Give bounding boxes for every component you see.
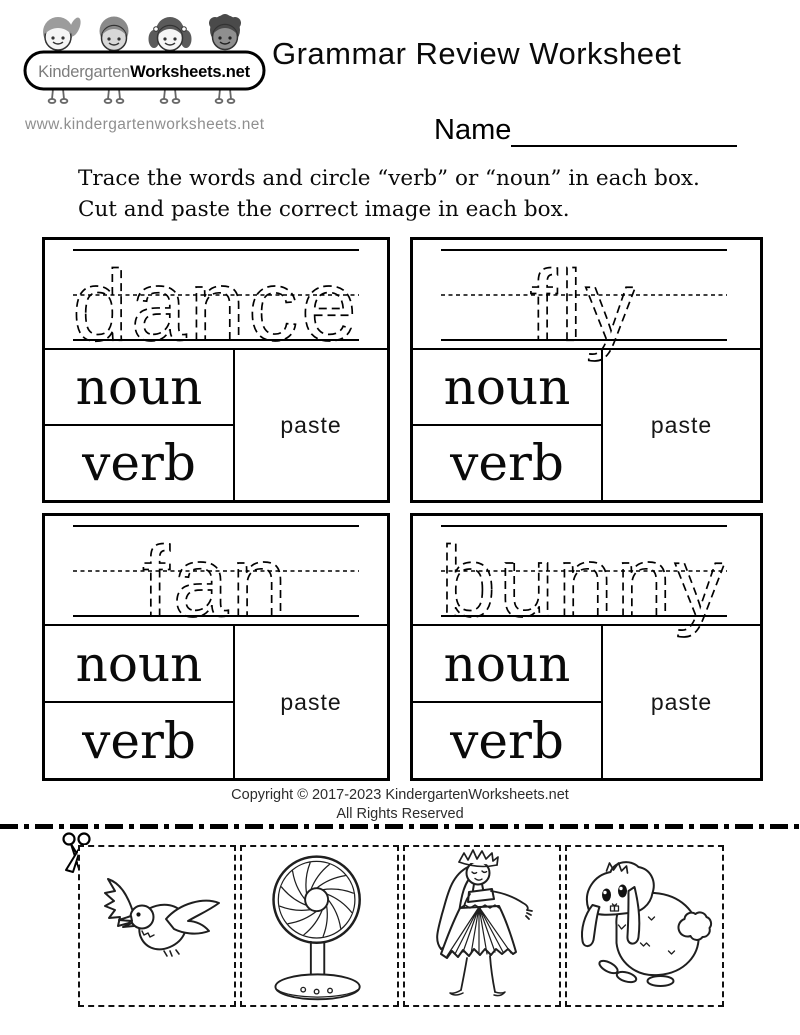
noun-option[interactable]: noun [413, 350, 601, 426]
bunny-image [567, 855, 722, 997]
kid-boy-curly-icon [209, 14, 241, 50]
trace-area[interactable] [45, 240, 387, 362]
cutout-bunny[interactable] [565, 845, 724, 1007]
bird-image [82, 859, 232, 994]
cut-line [0, 824, 800, 829]
cutout-fan[interactable] [240, 845, 398, 1007]
paste-area[interactable] [603, 626, 760, 778]
paste-area[interactable] [235, 350, 387, 500]
kid-girl-pigtails-icon [149, 17, 192, 51]
paste-area[interactable] [235, 626, 387, 778]
footer [0, 787, 800, 822]
cutout-hula-dancer[interactable] [403, 845, 561, 1007]
trace-area[interactable] [45, 516, 387, 638]
trace-word: dance [72, 250, 360, 362]
cutout-bird[interactable] [78, 845, 236, 1007]
trace-area[interactable] [413, 516, 760, 638]
rights-text: All Rights Reserved [336, 806, 464, 822]
name-label: Name [434, 114, 512, 146]
noun-option[interactable]: noun [45, 350, 233, 426]
word-card-fan [42, 513, 390, 781]
website-url: www.kindergartenworksheets.net [25, 116, 265, 133]
cutout-row [78, 845, 724, 1007]
hula-dancer-image [411, 848, 553, 1004]
word-card-dance [42, 237, 390, 503]
name-line[interactable] [511, 119, 737, 147]
logo-banner-text [38, 63, 251, 81]
copyright-text: Copyright © 2017-2023 KindergartenWorksheets.net [231, 787, 569, 803]
trace-word: fan [141, 526, 291, 638]
kid-boy-icon [100, 17, 129, 51]
word-cards-grid [42, 237, 763, 781]
instructions [78, 163, 758, 225]
paste-label: paste [280, 688, 342, 715]
paste-label: paste [650, 688, 713, 715]
trace-area[interactable] [413, 240, 760, 362]
word-card-bunny [410, 513, 763, 781]
word-card-fly [410, 237, 763, 503]
instruction-line-2: Cut and paste the correct image in each box. [78, 197, 570, 222]
noun-option[interactable]: noun [413, 626, 601, 703]
verb-option[interactable]: verb [82, 711, 196, 770]
kindergarten-worksheets-logo [22, 10, 267, 115]
kids-banner-illustration [22, 10, 267, 110]
verb-option[interactable]: verb [450, 711, 564, 770]
logo-text-worksheets: Worksheets.net [130, 63, 250, 81]
paste-label: paste [280, 411, 342, 438]
instruction-line-1: Trace the words and circle “verb” or “noun” in each box. [78, 166, 700, 191]
kid-girl-ponytail-icon [43, 16, 83, 50]
paste-area[interactable] [603, 350, 760, 500]
verb-option[interactable]: verb [82, 434, 196, 492]
name-row [434, 114, 737, 147]
noun-option[interactable]: noun [45, 626, 233, 703]
trace-word: bunny [440, 526, 728, 638]
trace-word: fly [529, 250, 639, 362]
paste-label: paste [650, 411, 713, 438]
kids-legs-decoration [49, 89, 235, 103]
logo-text-kindergarten: Kindergarten [38, 63, 131, 81]
verb-option[interactable]: verb [450, 434, 564, 492]
page-title: Grammar Review Worksheet [272, 36, 682, 71]
fan-image [244, 847, 394, 1005]
